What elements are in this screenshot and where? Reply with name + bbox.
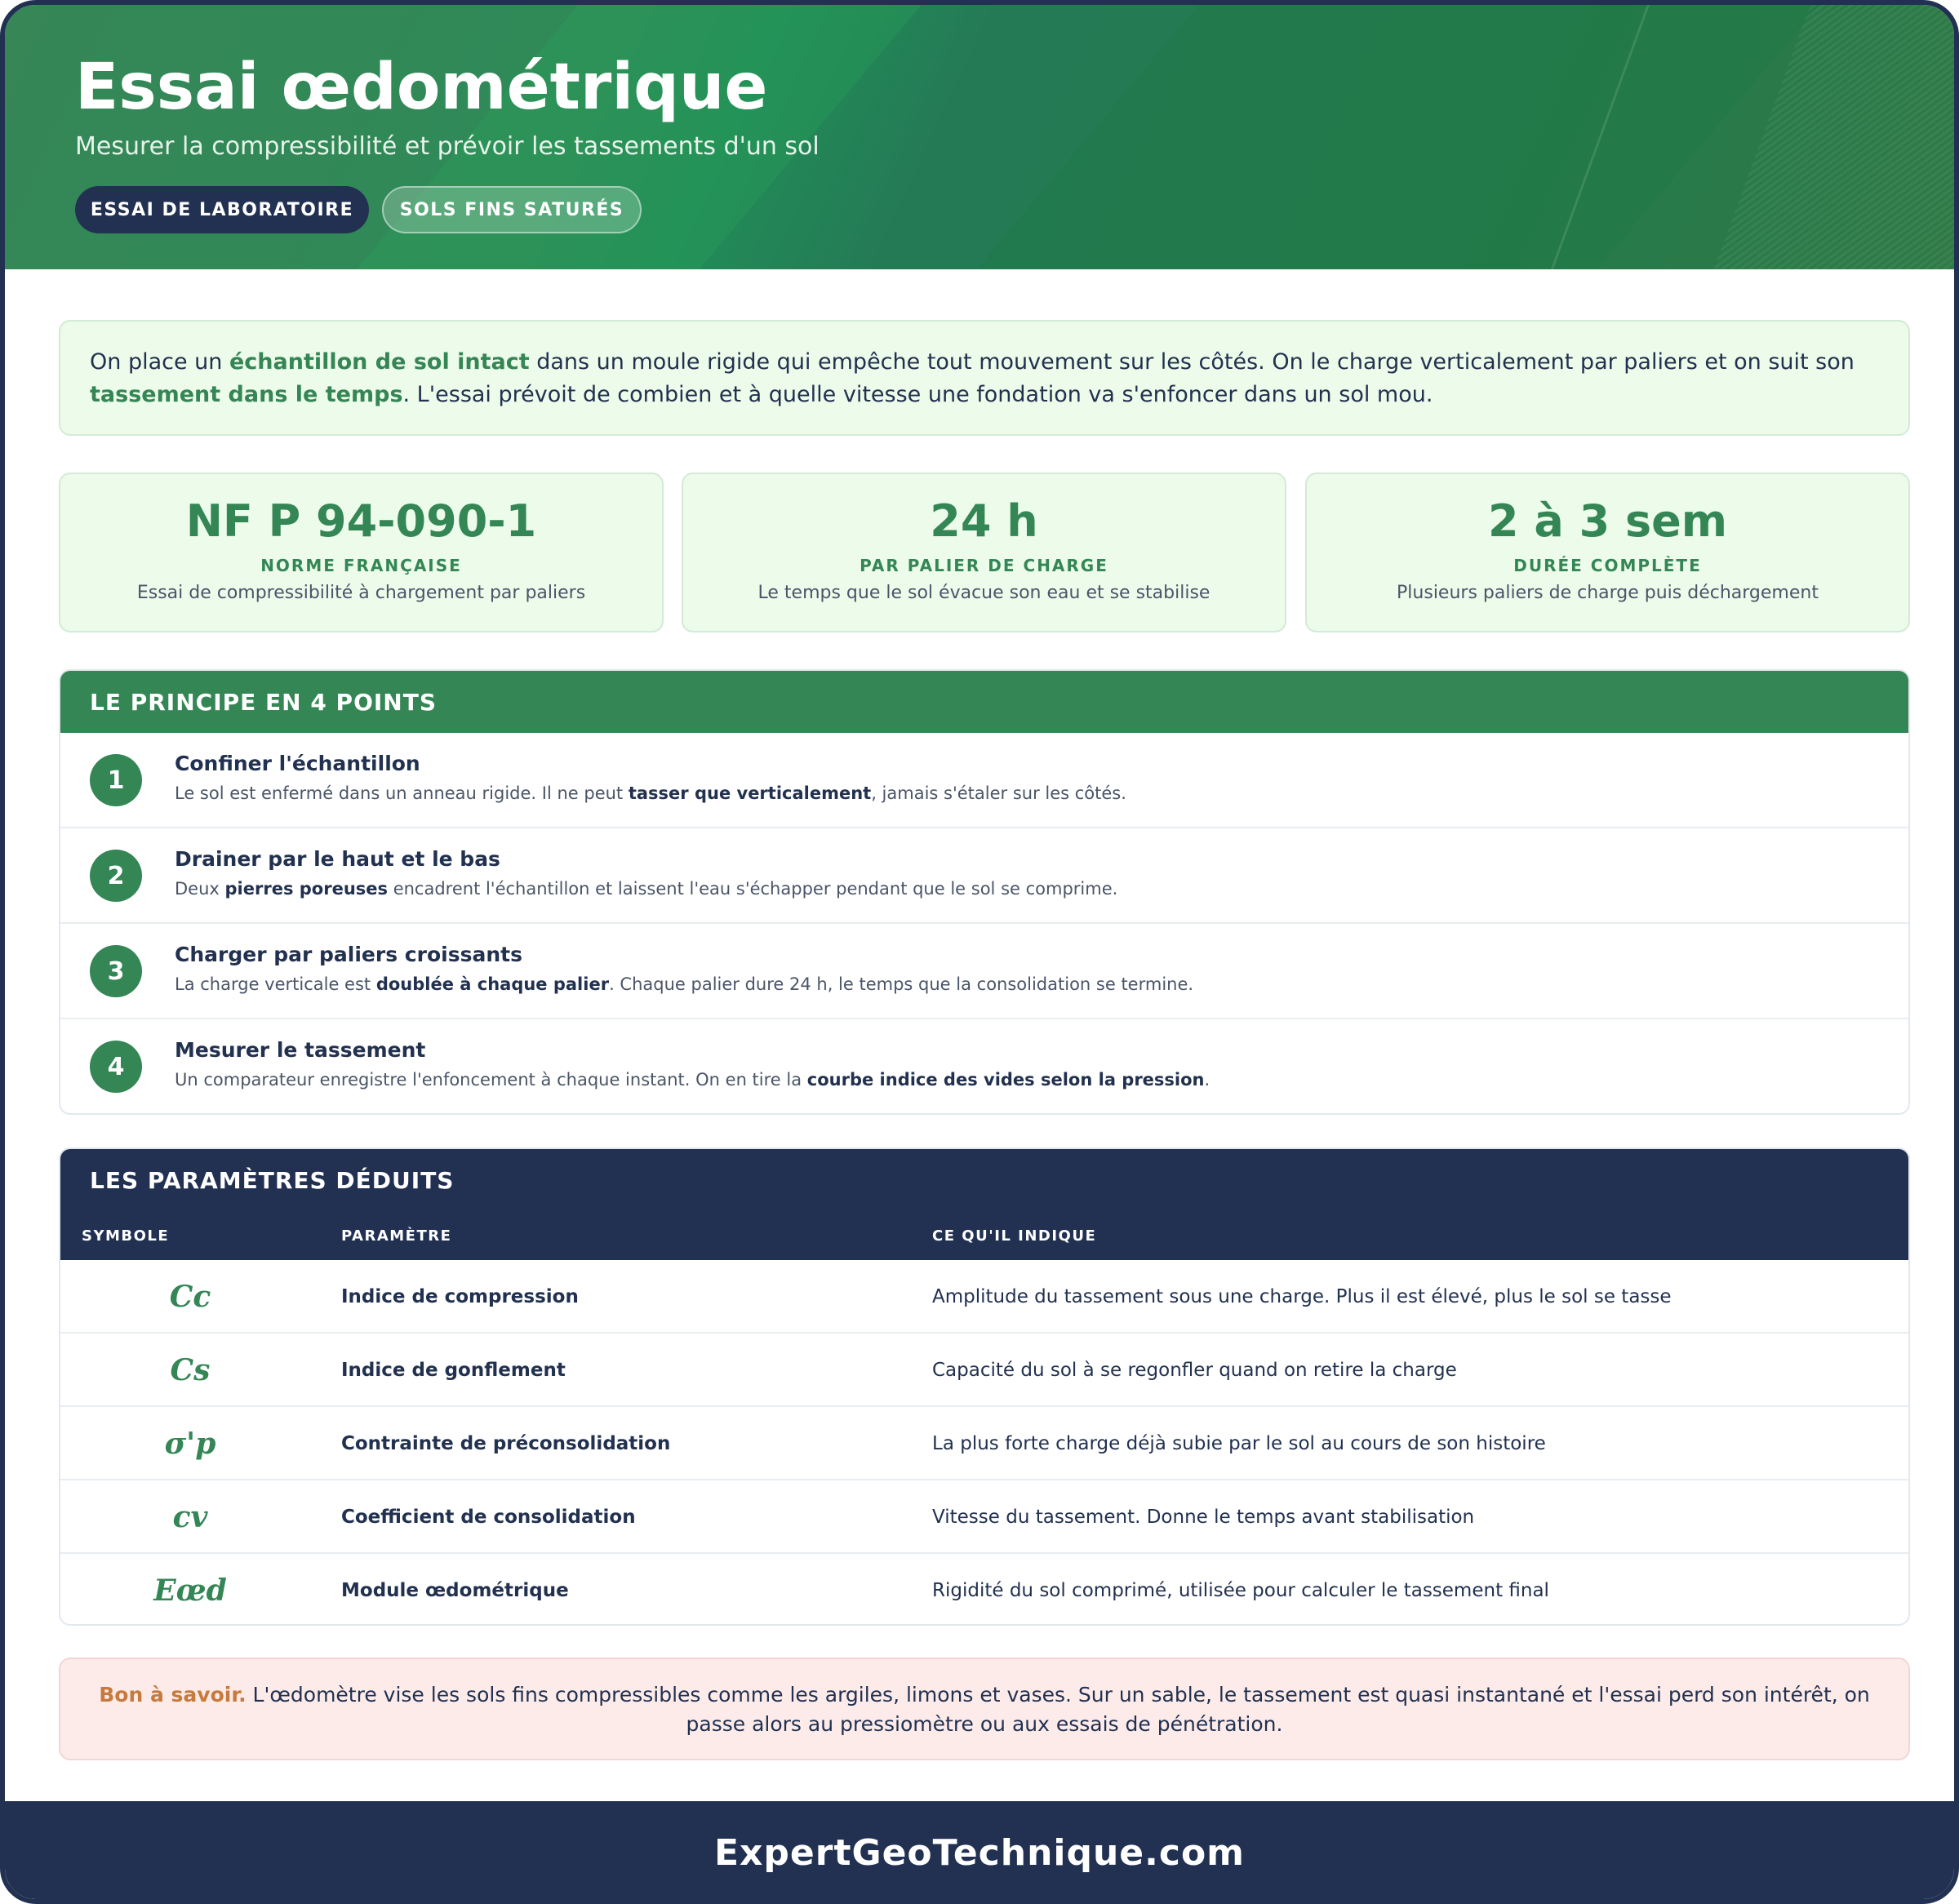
parameter-name: Module œdométrique — [341, 1580, 569, 1601]
step-description: La charge verticale est doublée à chaque palier. Chaque palier dure 24 h, le temps que la consolidation se termine. — [175, 974, 1194, 994]
parameter-symbol: σ'p — [164, 1427, 216, 1461]
stat-description: Plusieurs paliers de charge puis déchargement — [1397, 583, 1819, 603]
page-subtitle: Mesurer la compressibilité et prévoir les tassements d'un sol — [75, 132, 820, 161]
intro-box — [59, 320, 1910, 436]
step-title: Mesurer le tassement — [175, 1038, 426, 1062]
table-header — [60, 1149, 1908, 1260]
step-description: Deux pierres poreuses encadrent l'échantillon et laissent l'eau s'échapper pendant que le sol se comprime. — [175, 879, 1118, 899]
header-decoration — [953, 5, 1833, 269]
parameters-table — [59, 1147, 1910, 1626]
note-label: Bon à savoir. — [99, 1683, 247, 1706]
table-row — [60, 1334, 1908, 1407]
table-row — [60, 1554, 1908, 1626]
list-item — [60, 733, 1908, 828]
intro-text: . L'essai prévoit de combien et à quelle vitesse une fondation va s'enfoncer dans un sol mou. — [402, 382, 1433, 407]
section-heading: LES PARAMÈTRES DÉDUITS — [90, 1166, 455, 1194]
step-description: Un comparateur enregistre l'enfoncement à chaque instant. On en tire la courbe indice des vides selon la pression. — [175, 1070, 1210, 1090]
list-item — [60, 924, 1908, 1019]
stat-label: PAR PALIER DE CHARGE — [860, 556, 1108, 575]
parameter-description: Amplitude du tassement sous une charge. Plus il est élevé, plus le sol se tasse — [932, 1286, 1672, 1307]
intro-highlight: échantillon de sol intact — [229, 349, 530, 375]
table-row — [60, 1480, 1908, 1554]
list-item — [60, 828, 1908, 924]
footer-site-name: ExpertGeoTechnique.com — [713, 1831, 1246, 1874]
header-banner — [5, 5, 1954, 269]
intro-text: dans un moule rigide qui empêche tout mouvement sur les côtés. On le charge verticalement par paliers et on suit son — [529, 349, 1855, 375]
step-number: 3 — [90, 945, 142, 997]
stat-description: Essai de compressibilité à chargement par paliers — [136, 583, 586, 603]
intro-highlight: tassement dans le temps — [90, 382, 403, 407]
column-header-meaning: CE QU'IL INDIQUE — [932, 1227, 1097, 1245]
note-text: L'œdomètre vise les sols fins compressibles comme les argiles, limons et vases. Sur un sable, le tassement est quasi instantané et l'essai perd son intérêt, on passe alors au pressiomètre ou aux essais de pénétration. — [246, 1683, 1870, 1736]
step-number: 2 — [90, 850, 142, 902]
parameter-name: Contrainte de préconsolidation — [341, 1433, 671, 1454]
parameter-symbol: cv — [172, 1500, 208, 1534]
parameter-symbol: Eœd — [153, 1573, 227, 1608]
principle-section — [59, 669, 1910, 1115]
stat-value: 24 h — [930, 495, 1038, 547]
parameter-name: Coefficient de consolidation — [341, 1507, 636, 1528]
page-title: Essai œdométrique — [75, 51, 768, 124]
stat-label: NORME FRANÇAISE — [260, 556, 462, 575]
column-header-symbol: SYMBOLE — [82, 1227, 170, 1245]
tag-laboratory: ESSAI DE LABORATOIRE — [75, 186, 369, 233]
parameter-description: Vitesse du tassement. Donne le temps avant stabilisation — [932, 1507, 1475, 1528]
intro-text: On place un — [90, 349, 229, 375]
parameter-description: Rigidité du sol comprimé, utilisée pour calculer le tassement final — [932, 1580, 1549, 1601]
table-row — [60, 1407, 1908, 1480]
stat-card-total-duration — [1305, 473, 1910, 632]
step-number: 4 — [90, 1041, 142, 1093]
stat-label: DURÉE COMPLÈTE — [1513, 556, 1702, 575]
footer — [5, 1801, 1954, 1904]
section-heading: LE PRINCIPE EN 4 POINTS — [60, 671, 1908, 733]
stat-value: NF P 94-090-1 — [185, 495, 537, 547]
parameter-symbol: Cc — [169, 1280, 211, 1314]
stat-card-norm — [59, 473, 664, 632]
info-note — [59, 1658, 1910, 1760]
stat-value: 2 à 3 sem — [1487, 495, 1728, 547]
column-header-parameter: PARAMÈTRE — [341, 1227, 452, 1245]
step-title: Drainer par le haut et le bas — [175, 847, 500, 871]
tag-fine-soils: SOLS FINS SATURÉS — [382, 186, 642, 233]
step-description: Le sol est enfermé dans un anneau rigide. Il ne peut tasser que verticalement, jamais s'étaler sur les côtés. — [175, 783, 1126, 803]
parameter-name: Indice de compression — [341, 1286, 579, 1307]
table-row — [60, 1260, 1908, 1334]
list-item — [60, 1019, 1908, 1115]
parameter-name: Indice de gonflement — [341, 1360, 566, 1381]
parameter-description: Capacité du sol à se regonfler quand on retire la charge — [932, 1360, 1457, 1381]
parameter-description: La plus forte charge déjà subie par le sol au cours de son histoire — [932, 1433, 1546, 1454]
step-number: 1 — [90, 754, 142, 806]
step-title: Confiner l'échantillon — [175, 752, 420, 775]
parameter-symbol: Cs — [170, 1353, 211, 1387]
stat-card-duration-step — [682, 473, 1286, 632]
stat-description: Le temps que le sol évacue son eau et se stabilise — [757, 583, 1210, 603]
step-title: Charger par paliers croissants — [175, 943, 522, 966]
